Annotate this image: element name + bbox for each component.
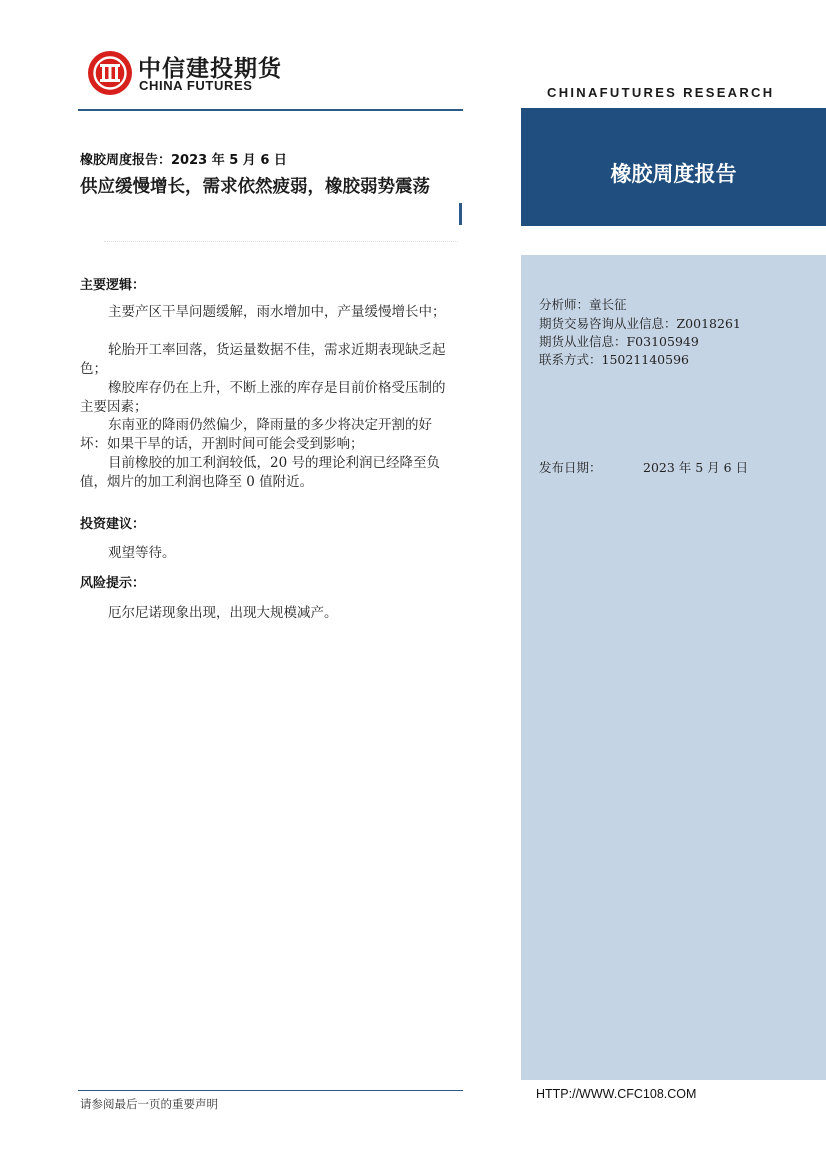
logic-paragraph: 轮胎开工率回落，货运量数据不佳，需求近期表现缺乏起色； xyxy=(80,342,446,377)
advice-heading: 投资建议： xyxy=(80,517,146,532)
report-type-title: 橡胶周度报告 xyxy=(610,162,737,186)
publish-date: 2023 年 5 月 6 日 xyxy=(643,460,749,475)
logic-paragraph: 橡胶库存仍在上升，不断上涨的库存是目前价格受压制的主要因素； xyxy=(80,380,446,415)
header-divider xyxy=(78,109,463,111)
report-date-line: 橡胶周度报告：2023 年 5 月 6 日 xyxy=(80,153,287,168)
logic-paragraph: 主要产区干旱问题缓解，雨水增加中，产量缓慢增长中； xyxy=(108,304,446,320)
footer-divider xyxy=(78,1090,463,1091)
risk-heading: 风险提示： xyxy=(80,576,146,591)
analyst-name: 分析师：童长征 xyxy=(539,297,627,312)
disclaimer-note: 请参阅最后一页的重要声明 xyxy=(80,1097,218,1111)
logic-heading: 主要逻辑： xyxy=(80,278,146,293)
title-accent-mark xyxy=(459,203,462,225)
report-title: 供应缓慢增长，需求依然疲弱，橡胶弱势震荡 xyxy=(80,177,430,197)
logic-paragraph: 目前橡胶的加工利润较低，20 号的理论利润已经降至负值，烟片的加工利润也降至 0 值附近。 xyxy=(80,455,440,490)
logo-english-name: CHINA FUTURES xyxy=(139,78,253,93)
futures-license: 期货从业信息：F03105949 xyxy=(539,334,699,349)
consult-license: 期货交易咨询从业信息：Z0018261 xyxy=(539,316,741,331)
analyst-sidebar xyxy=(521,255,826,1080)
logo-chinese-name: 中信建投期货 xyxy=(138,56,282,82)
website-link[interactable]: HTTP://WWW.CFC108.COM xyxy=(536,1087,697,1101)
advice-text: 观望等待。 xyxy=(108,545,176,561)
contact-phone: 联系方式：15021140596 xyxy=(539,352,689,367)
publish-date-label: 发布日期： xyxy=(539,460,602,475)
research-label: CHINAFUTURES RESEARCH xyxy=(547,85,775,100)
risk-text: 厄尔尼诺现象出现，出现大规模减产。 xyxy=(108,605,338,621)
china-futures-logo-icon xyxy=(87,50,133,96)
title-dotted-divider xyxy=(104,241,458,242)
logic-paragraph: 东南亚的降雨仍然偏少，降雨量的多少将决定开割的好坏：如果干旱的话，开割时间可能会受到影响； xyxy=(80,417,432,452)
